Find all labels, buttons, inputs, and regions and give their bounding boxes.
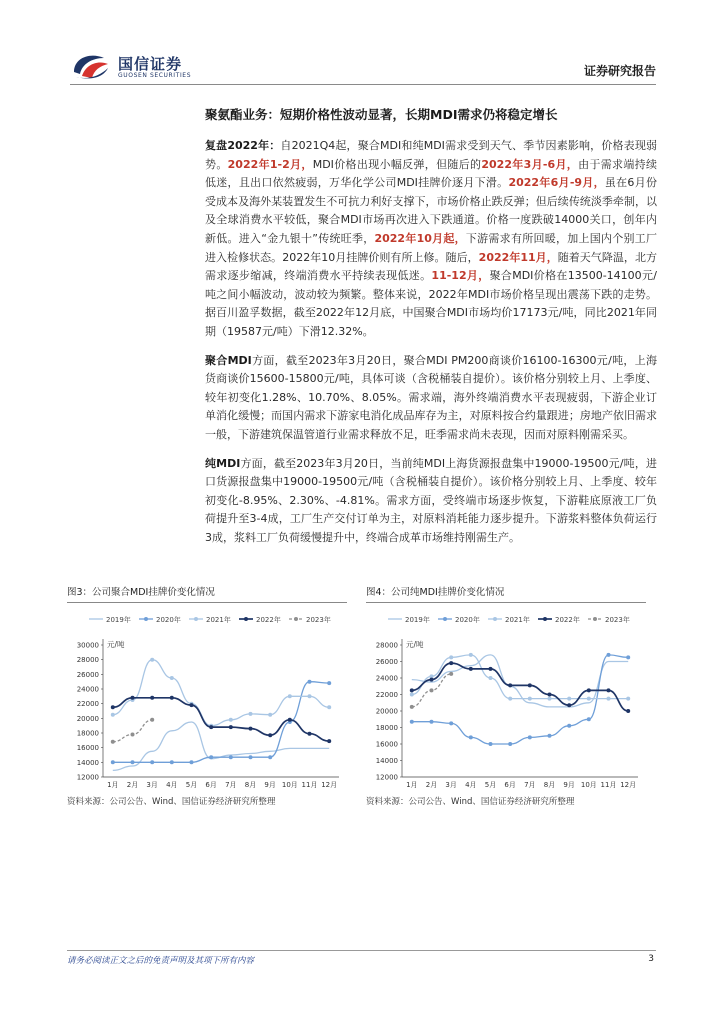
figure-4 xyxy=(366,586,646,807)
paragraph-review-2022 xyxy=(205,137,657,342)
y-tick-label: 24000 xyxy=(76,685,99,694)
data-point-2022年 xyxy=(567,703,571,707)
para-text: MDI价格出现小幅反弹，但随后的 xyxy=(312,157,482,171)
data-point-2022年 xyxy=(288,718,292,722)
legend-label: 2022年 xyxy=(256,616,281,624)
data-point-2021年 xyxy=(170,676,174,680)
data-point-2022年 xyxy=(327,739,331,743)
y-tick-label: 28000 xyxy=(375,641,398,650)
logo-mark-icon xyxy=(70,50,112,80)
legend-marker-2023年 xyxy=(294,617,298,621)
para-text: 下游需求有所回暖，加上国内个别工厂进入检修状态。2022年10月挂牌价则有所上修。随后， xyxy=(205,231,657,264)
para-highlight: 2022年1-2月， xyxy=(227,157,313,171)
paragraph-polymeric-mdi xyxy=(205,352,657,445)
legend-label: 2021年 xyxy=(206,616,231,624)
legend-label: 2021年 xyxy=(505,616,530,624)
x-tick-label: 2月 xyxy=(425,781,438,789)
data-point-2020年 xyxy=(430,720,434,724)
y-tick-label: 18000 xyxy=(375,724,398,732)
data-point-2021年 xyxy=(587,697,591,701)
data-point-2021年 xyxy=(567,697,571,701)
pure-mdi-price-chart xyxy=(366,607,646,792)
data-point-2022年 xyxy=(111,705,115,709)
data-point-2022年 xyxy=(469,667,473,671)
data-point-2021年 xyxy=(111,713,115,717)
data-point-2021年 xyxy=(249,712,253,716)
data-point-2020年 xyxy=(249,755,253,759)
data-point-2020年 xyxy=(209,755,213,759)
data-point-2021年 xyxy=(229,718,233,722)
legend-label: 2023年 xyxy=(605,616,630,624)
legend-label: 2023年 xyxy=(306,616,331,624)
data-point-2021年 xyxy=(308,694,312,698)
x-tick-label: 6月 xyxy=(205,781,217,789)
data-point-2021年 xyxy=(469,653,473,657)
data-point-2020年 xyxy=(449,721,453,725)
x-tick-label: 3月 xyxy=(445,781,457,789)
x-tick-label: 4月 xyxy=(465,781,477,789)
data-point-2020年 xyxy=(567,724,571,728)
legend-marker-2021年 xyxy=(493,617,497,621)
para-lead: 纯MDI xyxy=(205,456,241,470)
data-point-2022年 xyxy=(548,693,552,697)
data-point-2022年 xyxy=(170,696,174,700)
polymeric-mdi-price-chart xyxy=(67,607,347,792)
data-point-2020年 xyxy=(150,760,154,764)
x-tick-label: 10月 xyxy=(281,781,298,789)
data-point-2020年 xyxy=(308,680,312,684)
data-point-2021年 xyxy=(508,697,512,701)
data-point-2023年 xyxy=(150,718,154,722)
para-highlight: 2022年6月-9月， xyxy=(508,176,605,190)
data-point-2020年 xyxy=(410,720,414,724)
legend-marker-2022年 xyxy=(244,617,248,621)
x-tick-label: 8月 xyxy=(543,781,556,789)
data-point-2021年 xyxy=(607,697,611,701)
legend-marker-2021年 xyxy=(194,617,198,621)
x-tick-label: 11月 xyxy=(301,781,318,789)
logo-text-cn: 国信证券 xyxy=(118,55,183,73)
header-divider xyxy=(70,84,656,85)
para-text: 自2021Q4起，聚合MDI和纯MDI需求受到天气、季节因素影响，价格表现弱势。 xyxy=(205,139,657,171)
legend-label: 2019年 xyxy=(106,616,131,624)
x-tick-label: 10月 xyxy=(580,781,597,789)
data-point-2023年 xyxy=(410,705,414,709)
x-tick-label: 7月 xyxy=(524,781,536,789)
y-tick-label: 14000 xyxy=(375,757,398,765)
y-tick-label: 20000 xyxy=(375,707,398,716)
para-highlight: 2022年11月， xyxy=(478,250,558,264)
data-point-2020年 xyxy=(229,755,233,759)
disclaimer-text: 请务必阅读正文之后的免责声明及其项下所有内容 xyxy=(67,956,255,966)
x-tick-label: 8月 xyxy=(244,781,257,789)
guosen-logo xyxy=(70,50,200,84)
x-tick-label: 1月 xyxy=(107,781,119,789)
data-point-2022年 xyxy=(150,696,154,700)
data-point-2022年 xyxy=(209,725,213,729)
y-tick-label: 24000 xyxy=(375,674,398,683)
data-point-2021年 xyxy=(626,697,630,701)
x-tick-label: 12月 xyxy=(321,781,338,789)
y-tick-label: 22000 xyxy=(375,691,398,699)
data-point-2021年 xyxy=(288,694,292,698)
data-point-2020年 xyxy=(170,760,174,764)
x-tick-label: 9月 xyxy=(264,781,276,789)
report-type-label: 证券研究报告 xyxy=(583,64,656,78)
logo-text-en: GUOSEN SECURITIES xyxy=(118,72,192,79)
y-tick-label: 16000 xyxy=(76,744,99,753)
figure-source: 资料来源：公司公告、Wind、国信证券经济研究所整理 xyxy=(67,797,276,807)
para-highlight: 2022年10月起， xyxy=(374,231,466,245)
x-tick-label: 5月 xyxy=(185,781,198,789)
paragraph-pure-mdi xyxy=(205,455,657,548)
data-point-2020年 xyxy=(190,760,194,764)
y-tick-label: 14000 xyxy=(76,758,99,767)
y-tick-label: 30000 xyxy=(76,641,99,650)
data-point-2021年 xyxy=(150,658,154,662)
x-tick-label: 6月 xyxy=(504,781,516,789)
data-point-2022年 xyxy=(190,703,194,707)
x-tick-label: 9月 xyxy=(563,781,575,789)
legend-marker-2020年 xyxy=(144,617,148,621)
legend-label: 2022年 xyxy=(555,616,580,624)
data-point-2020年 xyxy=(489,742,493,746)
data-point-2022年 xyxy=(430,678,434,682)
y-tick-label: 16000 xyxy=(375,740,398,749)
data-point-2020年 xyxy=(587,717,591,721)
x-tick-label: 1月 xyxy=(406,781,418,789)
legend-marker-2023年 xyxy=(593,617,597,621)
figure-3 xyxy=(67,586,347,807)
y-tick-label: 26000 xyxy=(76,670,99,679)
data-point-2020年 xyxy=(111,760,115,764)
data-point-2022年 xyxy=(607,688,611,692)
para-text: 方面，截至2023年3月20日，聚合MDI PM200商谈价16100-16300元/吨，上海货商谈价15600-15800元/吨，具体可谈（含税桶装自提价）。该价格分别较上月、上季度、较年初变化1.28%、10.70%、8.05%。需求端，海外终端消费水平表现疲弱，下游企业订单消化缓慢；而国内需求下游家电消化成品库存为主，对原料按合约量跟进；房地产依旧需求一般，下游建筑保温管道行业需求释放不足，旺季需求尚未表现，因而对原料刚需采买。 xyxy=(205,353,657,441)
y-tick-label: 18000 xyxy=(76,729,99,738)
figure-source: 资料来源：公司公告、Wind、国信证券经济研究所整理 xyxy=(366,797,575,807)
legend-label: 2019年 xyxy=(405,616,430,624)
y-tick-label: 12000 xyxy=(375,773,398,782)
data-point-2022年 xyxy=(587,688,591,692)
data-point-2020年 xyxy=(528,735,532,739)
y-tick-label: 26000 xyxy=(375,658,398,666)
para-text: 虽在6月份受成本及海外某装置发生不可抗力利好支撑下，市场价格止跌反弹；但后续传统淡季牵制，以及全球消费水平较低，聚合MDI市场再次进入下跌通道。价格一度跌破14000关口，创年内新低。进入“金九银十”传统旺季， xyxy=(205,176,657,245)
series-line-2022年 xyxy=(113,698,329,741)
figure-title: 图4：公司纯MDI挂牌价变化情况 xyxy=(366,586,646,603)
series-line-2021年 xyxy=(113,660,329,726)
data-point-2022年 xyxy=(528,683,532,687)
series-line-2023年 xyxy=(113,720,152,742)
data-point-2022年 xyxy=(410,688,414,692)
section-title: 聚氨酯业务：短期价格性波动显著，长期MDI需求仍将稳定增长 xyxy=(205,107,558,122)
data-point-2021年 xyxy=(410,693,414,697)
para-highlight: 11-12月， xyxy=(431,269,490,283)
data-point-2022年 xyxy=(268,733,272,737)
y-tick-label: 22000 xyxy=(76,700,99,709)
data-point-2021年 xyxy=(528,697,532,701)
data-point-2023年 xyxy=(111,740,115,744)
data-point-2022年 xyxy=(626,709,630,713)
data-point-2020年 xyxy=(548,734,552,738)
data-point-2022年 xyxy=(489,667,493,671)
figure-title: 图3：公司聚合MDI挂牌价变化情况 xyxy=(67,586,347,603)
x-tick-label: 7月 xyxy=(225,781,237,789)
para-text: 方面，截至2023年3月20日，当前纯MDI上海货源报盘集中19000-19500元/吨，进口货源报盘集中19000-19500元/吨（含税桶装自提价）。该价格分别较上月、上季度、较年初变化-8.95%、2.30%、-4.81%。需求方面，受终端市场逐步恢复，下游鞋底原液工厂负荷提升至3-4成，工厂生产交付订单为主，对原料消耗能力逐步提升。下游浆料整体负荷运行3成，浆料工厂负荷缓慢提升中，终端合成革市场维持刚需生产。 xyxy=(205,456,658,544)
x-tick-label: 3月 xyxy=(146,781,158,789)
data-point-2021年 xyxy=(548,697,552,701)
para-highlight: 2022年3月-6月， xyxy=(481,157,579,171)
data-point-2021年 xyxy=(327,705,331,709)
page-header xyxy=(0,0,724,86)
data-point-2020年 xyxy=(607,653,611,657)
legend-marker-2022年 xyxy=(543,617,547,621)
data-point-2022年 xyxy=(249,727,253,731)
y-tick-label: 20000 xyxy=(76,714,99,723)
y-tick-label: 28000 xyxy=(76,656,99,665)
para-text: 聚合MDI价格在13500-14100元/吨之间小幅波动，波动较为频繁。整体来说，2022年MDI市场价格呈现出震荡下跌的走势。据百川盈孚数据，截至2022年12月底，中国聚合MDI市场均价17173元/吨，同比2021年同期（19587元/吨）下滑12.32%。 xyxy=(205,269,658,338)
data-point-2020年 xyxy=(268,755,272,759)
para-text: 随着天气降温，北方需求逐步缩减，终端消费水平持续表现低迷。 xyxy=(205,250,657,283)
x-tick-label: 12月 xyxy=(620,781,637,789)
data-point-2020年 xyxy=(327,681,331,685)
data-point-2020年 xyxy=(469,735,473,739)
data-point-2022年 xyxy=(131,696,135,700)
page-number: 3 xyxy=(648,954,654,964)
data-point-2021年 xyxy=(268,713,272,717)
y-axis-label: 元/吨 xyxy=(406,640,424,649)
legend-label: 2020年 xyxy=(455,616,480,624)
para-lead: 复盘2022年： xyxy=(205,139,281,152)
x-tick-label: 11月 xyxy=(600,781,617,789)
footer-divider xyxy=(67,950,656,951)
data-point-2023年 xyxy=(430,688,434,692)
data-point-2023年 xyxy=(131,733,135,737)
data-point-2020年 xyxy=(131,760,135,764)
series-line-2019年 xyxy=(113,722,329,770)
data-point-2022年 xyxy=(229,725,233,729)
y-tick-label: 12000 xyxy=(76,773,99,782)
data-point-2022年 xyxy=(308,732,312,736)
data-point-2022年 xyxy=(449,661,453,665)
main-content xyxy=(205,106,657,557)
y-axis-label: 元/吨 xyxy=(107,640,125,649)
data-point-2020年 xyxy=(626,655,630,659)
data-point-2021年 xyxy=(489,676,493,680)
x-tick-label: 4月 xyxy=(166,781,178,789)
data-point-2020年 xyxy=(508,742,512,746)
x-tick-label: 2月 xyxy=(126,781,139,789)
para-text: 由于需求端持续低迷，且出口依然疲弱，万华化学公司MDI挂牌价逐月下滑。 xyxy=(205,157,657,190)
data-point-2022年 xyxy=(508,683,512,687)
legend-label: 2020年 xyxy=(156,616,181,624)
para-lead: 聚合MDI xyxy=(205,353,252,367)
data-point-2023年 xyxy=(449,672,453,676)
data-point-2021年 xyxy=(449,655,453,659)
x-tick-label: 5月 xyxy=(484,781,497,789)
legend-marker-2020年 xyxy=(443,617,447,621)
